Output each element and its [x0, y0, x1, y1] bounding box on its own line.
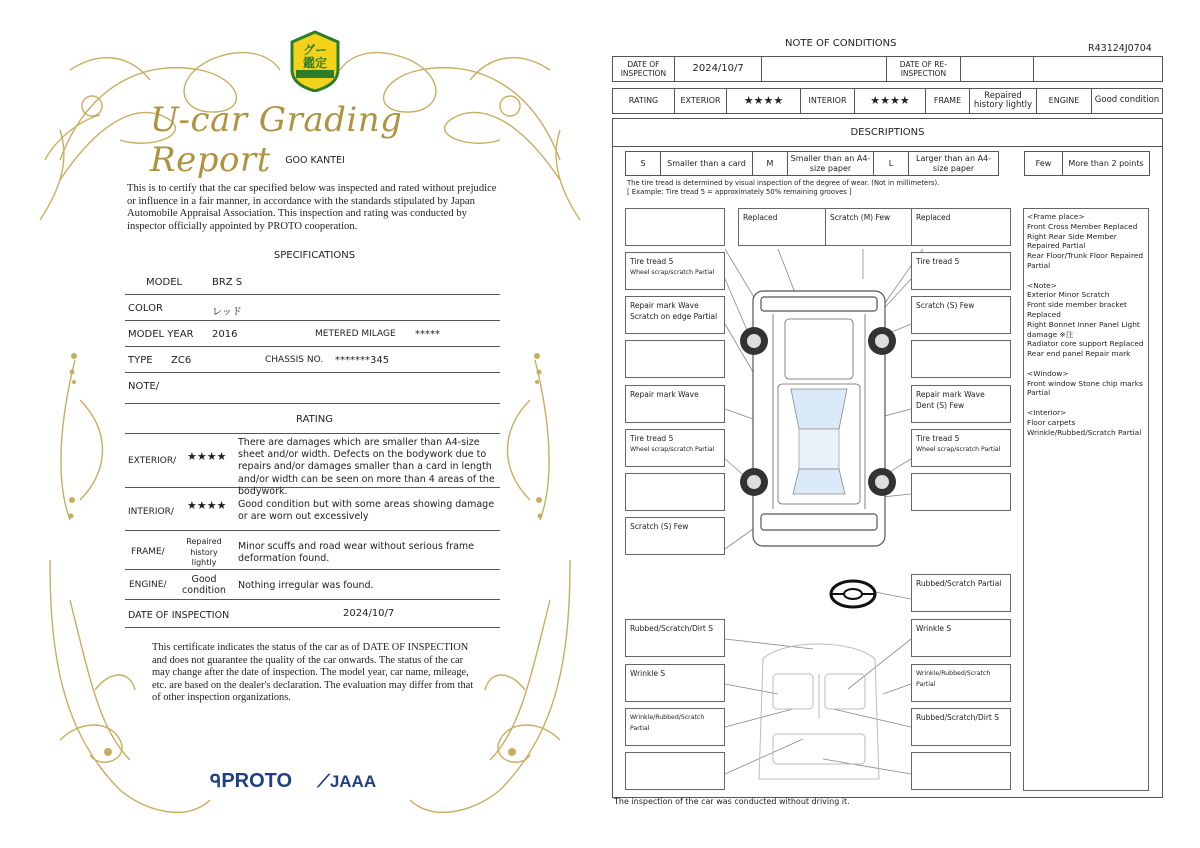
mileage-label: METERED MILAGE: [315, 329, 396, 339]
rating-label: RATING: [613, 89, 675, 113]
damage-box-interior-right-1: Wrinkle S: [911, 619, 1011, 657]
damage-box-right-7: [911, 473, 1011, 511]
exterior-stars: ★★★★: [187, 450, 227, 463]
legend-s-desc: Smaller than a card: [661, 152, 753, 175]
disclaimer-text: This certificate indicates the status of the car as of DATE OF INSPECTION and does not guarantee the quality of the car onwards. The status of the car may change after the date of inspection. The model year, car name, mileage, etc. are based on the dealer's declaration. The evaluation may differ from that of other inspection organizations.: [152, 642, 474, 703]
proto-logo-icon: ᑫ: [210, 771, 222, 791]
damage-box-top-left: [625, 208, 725, 246]
tire-note-line-2: [ Example: Tire tread 5 = approximately 50% remaining grooves ]: [627, 188, 852, 196]
damage-box-interior-left-1: Rubbed/Scratch/Dirt S: [625, 619, 725, 657]
spec-row-type: [125, 348, 500, 373]
right-6-line-2: Wheel scrap/scratch Partial: [916, 446, 1001, 453]
right-5-line-2: Dent (S) Few: [916, 401, 965, 410]
windshield: [791, 389, 847, 429]
damage-box-left-5: Repair mark Wave: [625, 385, 725, 423]
jaaa-logo: JAAA: [329, 772, 377, 791]
chassis-label: CHASSIS NO.: [265, 355, 324, 365]
damage-box-left-8: Scratch (S) Few: [625, 517, 725, 555]
model-value: BRZ S: [212, 277, 243, 288]
note-label: NOTE/: [128, 381, 160, 392]
right-5-line-1: Repair mark Wave: [916, 390, 985, 399]
damage-box-interior-left-3: Wrinkle/Rubbed/Scratch Partial: [625, 708, 725, 746]
interior-label: INTERIOR/: [128, 507, 174, 517]
bottom-note: The inspection of the car was conducted without driving it.: [614, 797, 850, 806]
descriptions-panel: [612, 118, 1163, 798]
damage-box-right-3: Scratch (S) Few: [911, 296, 1011, 334]
model-year-value: 2016: [212, 329, 238, 340]
engine-value-r: Good condition: [1094, 95, 1160, 106]
legend-few-desc: More than 2 points: [1068, 158, 1144, 168]
damage-box-top-mid-right: Scratch (M) Few: [825, 208, 925, 246]
damage-box-left-7: [625, 473, 725, 511]
tire-note-line-1: The tire tread is determined by visual inspection of the degree of wear. (Not in millimeters).: [627, 179, 940, 187]
descriptions-title: DESCRIPTIONS: [613, 119, 1162, 147]
report-code: R43124J0704: [1088, 43, 1152, 54]
report-title: U-car Grading Report: [150, 100, 403, 180]
interior-stars: ★★★★: [187, 499, 227, 512]
engine-label: ENGINE/: [129, 580, 167, 590]
damage-box-left-2: [625, 252, 725, 290]
date-inspection-value: 2024/10/7: [675, 57, 763, 81]
report-subtitle: GOO KANTEI: [285, 155, 345, 166]
damage-box-interior-left-4: [625, 752, 725, 790]
frame-value-r: Repaired history lightly: [970, 89, 1037, 113]
rear-window: [793, 469, 845, 494]
model-year-label: MODEL YEAR: [128, 329, 194, 340]
color-value: レッド: [212, 307, 242, 318]
condition-notes: <Frame place> Front Cross Member Replaced Right Rear Side Member Repaired Partial Rear Floor/Trunk Floor Repaired Partial <Note> Exterior Minor Scratch Front side member bracket Replaced Right Bonnet Inner Panel Light damage ※注 Radiator core support Replaced Rear end panel Repair mark <Window> Front window Stone chip marks Partial <Interior> Floor carpets Wrinkle/Rubbed/Scratch Partial: [1023, 208, 1149, 791]
frame-label-r: FRAME: [926, 89, 970, 113]
damage-box-right-5: [911, 385, 1011, 423]
legend-m-desc: Smaller than an A4-size paper: [788, 152, 874, 175]
damage-box-right-2: Tire tread 5: [911, 252, 1011, 290]
color-label: COLOR: [128, 303, 163, 314]
spec-row-color: [125, 296, 500, 321]
date-label: DATE OF INSPECTION: [128, 610, 230, 621]
right-6-line-1: Tire tread 5: [916, 434, 960, 443]
left-6-line-2: Wheel scrap/scratch Partial: [630, 446, 715, 453]
specifications-title: SPECIFICATIONS: [273, 250, 356, 261]
damage-box-top-mid-left: Replaced: [738, 208, 838, 246]
note-of-conditions: [600, 0, 1200, 848]
damage-box-steering: Rubbed/Scratch Partial: [911, 574, 1011, 612]
damage-box-top-right: Replaced: [911, 208, 1011, 246]
steering-wheel-icon: [831, 581, 875, 607]
conditions-title: NOTE OF CONDITIONS: [785, 38, 897, 49]
damage-box-interior-right-3: Rubbed/Scratch/Dirt S: [911, 708, 1011, 746]
exterior-description: There are damages which are smaller than A4-size sheet and/or width. Defects on the bodywork due to repairs and/or damages smaller than a card in length and/or width can be seen on more than 4 areas of the bodywork.: [238, 437, 495, 497]
chassis-value: *******345: [335, 355, 390, 366]
damage-box-interior-right-4: [911, 752, 1011, 790]
spec-row-note: [125, 374, 500, 404]
certification-text: This is to certify that the car specified below was inspected and rated without prejudice or influence in a fair manner, in accordance with the standards stipulated by Japan Automobile Appraisal Association. This inspection and rating was conducted by inspector officially appointed by PROTO cooperation.: [127, 183, 497, 232]
frame-label: FRAME/: [131, 547, 165, 557]
badge-text: グー鑑定: [302, 43, 327, 70]
rating-title: RATING: [296, 414, 333, 425]
spec-row-model-year: [125, 322, 500, 347]
reinspection-cell-2: [1034, 57, 1162, 81]
damage-box-right-6: [911, 429, 1011, 467]
roof: [799, 429, 839, 469]
date-of-inspection-row: [125, 602, 500, 628]
left-3-line-2: Scratch on edge Partial: [630, 312, 718, 321]
interior-stars-r: ★★★★: [855, 89, 926, 113]
legend-few: Few: [1025, 152, 1063, 175]
rating-row-exterior: [125, 436, 500, 497]
left-2-line-1: Tire tread 5: [630, 257, 674, 266]
frame-value: Repaired history lightly: [186, 537, 222, 567]
exterior-label-r: EXTERIOR: [675, 89, 727, 113]
interior-outline: [759, 644, 879, 779]
legend-s: S: [626, 152, 661, 175]
goo-kantei-badge: [288, 30, 342, 92]
mileage-value: *****: [415, 329, 440, 340]
damage-box-right-4: [911, 340, 1011, 378]
interior-description: Good condition but with some areas showing damage or are worn out excessively: [238, 499, 495, 523]
rating-divider: [125, 433, 500, 434]
rating-table: [612, 88, 1163, 114]
date-inspection-label: DATE OF INSPECTION: [613, 57, 675, 81]
proto-logo: PROTO: [221, 770, 293, 792]
legend-m: M: [753, 152, 788, 175]
spec-row-model: [125, 270, 500, 295]
damage-box-left-6: [625, 429, 725, 467]
exterior-label: EXTERIOR/: [128, 456, 177, 466]
jaaa-logo-icon: ⟋: [317, 771, 330, 791]
left-2-line-2: Wheel scrap/scratch Partial: [630, 269, 715, 276]
type-value: ZC6: [171, 355, 192, 366]
type-label: TYPE: [128, 355, 153, 366]
logo-area: [210, 770, 376, 793]
left-6-line-1: Tire tread 5: [630, 434, 674, 443]
exterior-stars-r: ★★★★: [727, 89, 801, 113]
left-3-line-1: Repair mark Wave: [630, 301, 699, 310]
engine-description: Nothing irregular was found.: [238, 580, 374, 591]
dates-table: [612, 56, 1163, 82]
frame-description: Minor scuffs and road wear without serious frame deformation found.: [238, 541, 474, 565]
date-value: 2024/10/7: [343, 608, 395, 619]
reinspection-label: DATE OF RE-INSPECTION: [887, 57, 961, 81]
engine-value: Good condition: [182, 574, 226, 596]
damage-box-left-4: [625, 340, 725, 378]
damage-box-left-3: [625, 296, 725, 334]
date-empty-cell: [762, 57, 887, 81]
damage-box-interior-left-2: Wrinkle S: [625, 664, 725, 702]
interior-label-r: INTERIOR: [801, 89, 855, 113]
engine-label-r: ENGINE: [1037, 89, 1092, 113]
legend-l-desc: Larger than an A4-size paper: [915, 154, 992, 173]
rating-row-engine: [125, 572, 500, 600]
rating-row-frame: [125, 536, 500, 570]
legend-l: L: [874, 152, 909, 175]
reinspection-cell-1: [961, 57, 1035, 81]
damage-box-interior-right-2: Wrinkle/Rubbed/Scratch Partial: [911, 664, 1011, 702]
rating-row-interior: [125, 494, 500, 531]
model-label: MODEL: [146, 277, 183, 288]
